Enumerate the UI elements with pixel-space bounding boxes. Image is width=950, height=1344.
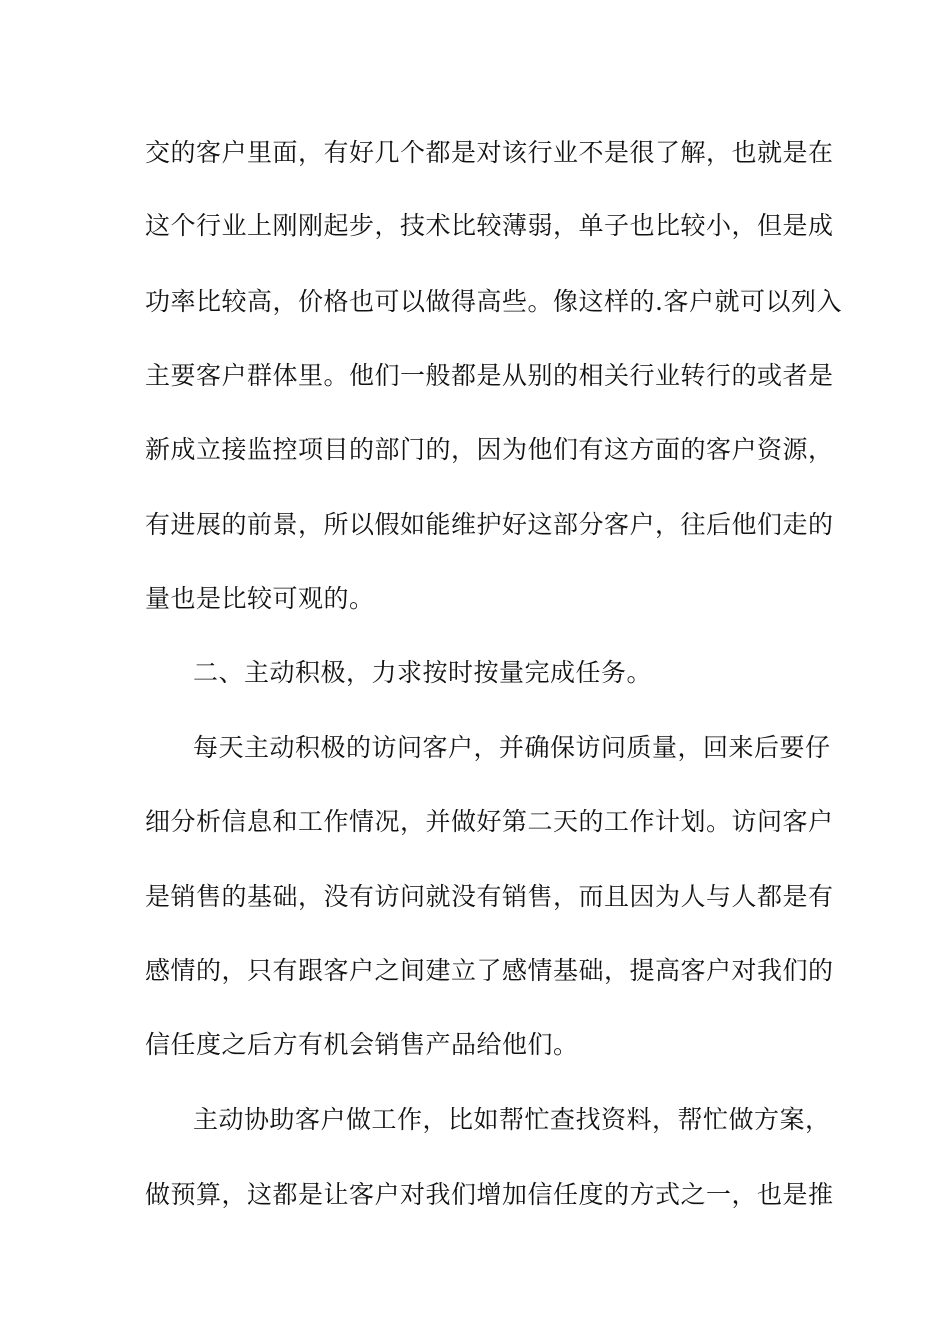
paragraph-line: 主要客户群体里。他们一般都是从别的相关行业转行的或者是	[145, 361, 834, 390]
paragraph-line: 主动协助客户做工作，比如帮忙查找资料，帮忙做方案，	[193, 1105, 831, 1134]
paragraph-line: 感情的，只有跟客户之间建立了感情基础，提高客户对我们的	[145, 956, 834, 985]
paragraph-line: 量也是比较可观的。	[145, 584, 375, 613]
paragraph-line: 功率比较高，价格也可以做得高些。像这样的.客户就可以列入	[145, 287, 842, 316]
paragraph-line: 是销售的基础，没有访问就没有销售，而且因为人与人都是有	[145, 882, 834, 911]
paragraph-line: 做预算，这都是让客户对我们增加信任度的方式之一，也是推	[145, 1180, 834, 1209]
paragraph-line: 细分析信息和工作情况，并做好第二天的工作计划。访问客户	[145, 807, 834, 836]
paragraph-line: 新成立接监控项目的部门的，因为他们有这方面的客户资源，	[145, 435, 834, 464]
paragraph-line: 有进展的前景，所以假如能维护好这部分客户，往后他们走的	[145, 510, 834, 539]
section-heading: 二、主动积极，力求按时按量完成任务。	[193, 658, 653, 687]
paragraph-line: 每天主动积极的访问客户，并确保访问质量，回来后要仔	[193, 733, 831, 762]
paragraph-line: 交的客户里面，有好几个都是对该行业不是很了解，也就是在	[145, 138, 834, 167]
paragraph-line: 这个行业上刚刚起步，技术比较薄弱，单子也比较小，但是成	[145, 211, 834, 240]
paragraph-line: 信任度之后方有机会销售产品给他们。	[145, 1030, 579, 1059]
